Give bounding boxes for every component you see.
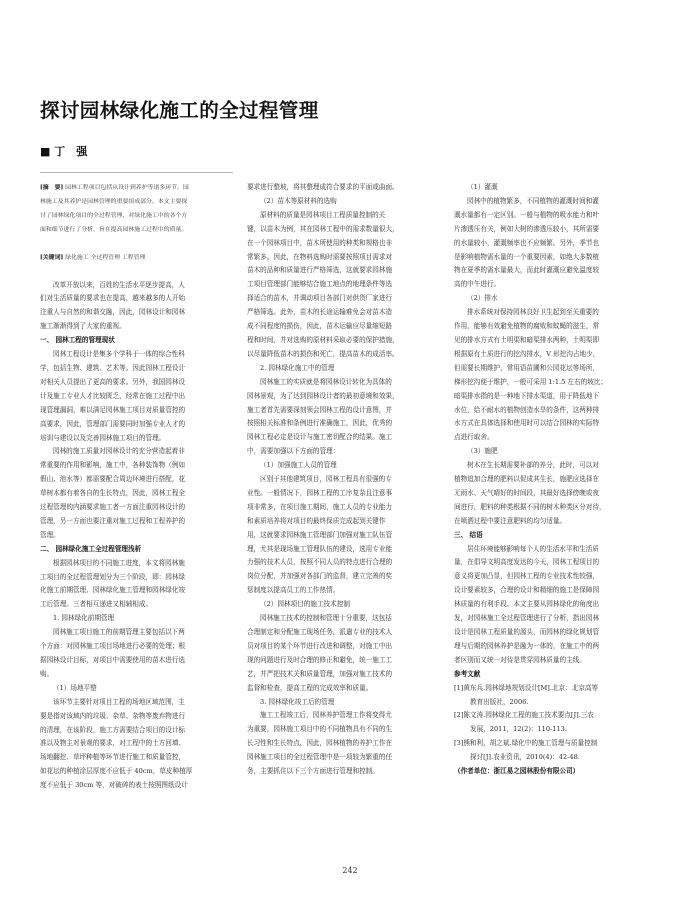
body-line: 严格筛选。此外，苗木的长途运输难免会对苗木造 bbox=[247, 308, 393, 317]
body-line: 溉水量都有一定区别。一般与植物的吸水能力和叶 bbox=[454, 210, 600, 219]
abstract-line: 讨了园林绿化项目的全过程管理，对绿化施工中的各个方 bbox=[40, 212, 188, 219]
column-2 bbox=[247, 181, 440, 779]
body-line: 和素质培养将对项目的最终保质完成起到关键作 bbox=[247, 516, 386, 525]
body-line: 长习性和生长特点，因此，园林植物的养护工作在 bbox=[247, 739, 393, 748]
section-heading: 一、 园林工程的管理现状 bbox=[40, 336, 115, 345]
body-line: 对相关人员提出了更高的要求。另外，我国园林设 bbox=[40, 377, 186, 386]
body-line: 计及施工专业人才比较匮乏，经常在施工过程中出 bbox=[40, 391, 186, 400]
column-1 bbox=[40, 181, 233, 793]
body-line: 培训与建设以及完善园林施工项目的管理。 bbox=[40, 433, 166, 442]
column-2-body bbox=[247, 181, 440, 779]
body-line: 择适合的苗木，并调动项目各部门对供货厂家进行 bbox=[247, 294, 393, 303]
body-line: 草树木都有着各自的生长特点，因此，园林工程全 bbox=[40, 489, 186, 498]
body-line: 工后管理。三者相互递进又相辅相成。 bbox=[40, 600, 153, 609]
abstract-line: 园林工程项目包括从设计到养护等诸多环节，园 bbox=[65, 185, 189, 191]
body-line: 3. 园林绿化竣工后的管理 bbox=[260, 697, 335, 706]
reference-line: 发展，2011，12(2)：110-113. bbox=[470, 725, 567, 734]
body-line: 无雨水、天气晴好的时间段，其最好选择傍晚或夜 bbox=[454, 488, 600, 497]
body-line: 按照相关标准和条例进行准确施工，因此，优秀的 bbox=[247, 419, 393, 428]
section-heading: 二、 园林绿化施工全过程管理浅析 bbox=[40, 544, 142, 553]
body-line: 根据园林项目的不同施工进度，本文将园林施 bbox=[53, 558, 185, 567]
body-line: 原材料的质量是园林项目工程质量控制的关 bbox=[260, 210, 386, 219]
body-line: 据园林设计目标，对项目中需要使用的苗木进行选 bbox=[40, 656, 186, 664]
reference-line: [2]陈文涛.园林绿化工程的施工技术要点[J].三农 bbox=[454, 711, 595, 720]
abstract bbox=[40, 181, 233, 238]
body-line: 现的问题进行及时合理的修正和避免，统一施工工 bbox=[247, 655, 393, 664]
column-3-body bbox=[454, 181, 660, 765]
body-line: 是影响植物需水量的一个重要因素，如绝大多数植 bbox=[454, 252, 600, 261]
body-line: 物在夏季的需水量最大，而此时灌溉应避免温度较 bbox=[454, 266, 600, 275]
body-line: 居住环境能够影响每个人的生活水平和生活质 bbox=[467, 544, 599, 553]
body-line: 理，尤其是现场施工管理队伍的建设，选用专业能 bbox=[247, 544, 393, 553]
body-line: （3）施肥 bbox=[467, 447, 498, 456]
article-title: 探讨园林绿化施工的全过程管理 bbox=[40, 99, 319, 122]
body-line: 园林工程设计是集多个学科于一体的综合性科 bbox=[53, 350, 185, 359]
abstract-divider-left bbox=[40, 172, 233, 173]
body-line: 化施工前期管理、园林绿化施工管理和园林绿化竣 bbox=[40, 586, 186, 595]
body-line: 程和时间，并对选购的原材料采取必要的保护措施， bbox=[247, 335, 399, 344]
body-line: 施工者首先需要深刻领会园林工程的设计意图，并 bbox=[247, 405, 393, 414]
body-line: 园林中的植物繁多，不同植物的灌溉时间和灌 bbox=[467, 196, 599, 205]
body-line: 园林施工项目的全过程管理中是一项较为繁重的任 bbox=[247, 753, 393, 762]
body-line: 园林施工技术的控制和管理十分重要，这包括 bbox=[260, 614, 392, 623]
body-line: 注重人与自然的和谐交融，因此，园林设计和园林 bbox=[40, 308, 186, 317]
body-line: 高要求，因此，管理部门需要同时加强专业人才的 bbox=[40, 419, 186, 428]
body-line: 要求进行整坡，将其整理成符合要求的平面或曲面。 bbox=[247, 183, 399, 191]
body-line: 过程管理的内涵要求施工者一方面注重园林设计的 bbox=[40, 503, 186, 512]
section-heading: 三、 结语 bbox=[454, 530, 483, 539]
section-heading: 参考文献 bbox=[454, 669, 481, 678]
body-line: 设计是园林工程质量的源头，而园林的绿化规划管 bbox=[454, 628, 600, 636]
keywords-text: 绿化施工 全过程管理 工程管理 bbox=[65, 254, 146, 261]
body-line: 中，需要加强以下方面的管理： bbox=[247, 447, 340, 456]
body-line: 监督和检查，提高工程的完成效率和质量。 bbox=[247, 683, 373, 692]
body-line: 如花坛的种植涂层厚度不应低于 40cm，草皮种植厚 bbox=[40, 767, 193, 776]
body-line: （2）排水 bbox=[467, 294, 498, 303]
body-line: 见的排水方式有土明渠和暗渠排水两种，土明渠即 bbox=[454, 335, 600, 344]
body-line: 艺，并严把技术关和质量管理，加强对施工技术的 bbox=[247, 669, 393, 678]
body-line: 水位，给不耐水的植物创造水旱的条件，这两种排 bbox=[454, 405, 600, 414]
body-line: 力强的技术人员，按照不同人员的特点进行合理的 bbox=[247, 558, 393, 567]
body-line: 假山、池水等）都需要配合周边环境进行搭配，花 bbox=[40, 475, 186, 484]
body-line: 作用，能够有效避免植物的腐败和蚊蝇的滋生，常 bbox=[454, 322, 600, 331]
body-line: 园林工程必定是设计与施工密切配合的结果。施工 bbox=[247, 433, 393, 442]
body-line: 用，这就要求园林施工管理部门加强对施工队伍管 bbox=[247, 530, 393, 539]
body-line: 成不同程度的损伤，因此，苗木运输应尽量缩短路 bbox=[247, 322, 393, 331]
body-line: 管理，另一方面也要注重对施工过程和工程养护的 bbox=[40, 516, 186, 525]
body-line: 暗渠排水指的是一种地下排水渠道，用于降低地下 bbox=[454, 391, 600, 400]
body-line: 水方式在具体选择和使用时可以结合园林的实际特 bbox=[454, 419, 600, 428]
body-line: 现管理漏洞，难以满足园林施工项目对质量管控的 bbox=[40, 405, 186, 414]
body-line: 树木在生长期需要补部的养分，此时，可以对 bbox=[467, 461, 599, 470]
body-line: 园林施工的实质就是将园林设计转化为具体的 bbox=[260, 377, 392, 386]
body-line: 为重要，园林施工项目中的不同植物具有不同的生 bbox=[247, 725, 393, 734]
body-line: 施工工程竣工后，园林养护管理工作将变得尤 bbox=[260, 711, 392, 720]
body-line: 理与后期的园林养护是融为一体的，在施工中的两 bbox=[454, 641, 600, 650]
body-line: 业性。一般情况下，园林工程的工序复杂且注意事 bbox=[247, 488, 393, 497]
body-line: 该环节主要针对项目工程的场地区域范围，主 bbox=[53, 697, 185, 706]
body-line: 园林施工项目施工的前期管理主要包括以下两 bbox=[53, 628, 185, 637]
body-line: 们对生活质量的要求也在提高，越来越多的人开始 bbox=[40, 294, 186, 303]
abstract-line: 林施工及其养护是园林管理的重要组成部分。本文主要探 bbox=[40, 198, 188, 205]
keywords bbox=[40, 251, 233, 266]
body-line: （2）苗木等原材料的选购 bbox=[260, 196, 337, 205]
body-line: 合理制定和分配施工现场任务，派遣专业的技术人 bbox=[247, 628, 393, 636]
body-line: 键，以苗木为例，其在园林工程中的需求数量很大， bbox=[247, 224, 399, 233]
body-line: （1）加强施工人员的管理 bbox=[260, 461, 337, 470]
body-line: 意义将更加凸显，但园林工程的专业技术性较强， bbox=[454, 572, 600, 581]
body-line: 惩制度以提高员工的工作热情。 bbox=[247, 586, 340, 595]
body-line: 施工渐渐得到了大家的重视。 bbox=[40, 322, 126, 331]
body-line: 发，对园林施工全过程管理进行了分析，指出园林 bbox=[454, 614, 600, 623]
body-line: 学，包括生物、建筑、艺术等。因此园林工程设计 bbox=[40, 363, 186, 372]
body-line: 园林的施工质量对园林设计的充分营造起着非 bbox=[53, 447, 185, 456]
body-line: 的水量较小，灌溉频率也不应频繁。另外，季节也 bbox=[454, 238, 600, 247]
body-line: 但需要长期维护，常用语苗圃和公园花坛等场所， bbox=[454, 363, 600, 372]
column-1-body bbox=[40, 279, 233, 794]
body-line: 者区别而又统一对待是贯穿园林质量的主线。 bbox=[454, 655, 586, 664]
body-line: 岗位分配，并加强对各部门的监督，建立完善的奖 bbox=[247, 572, 393, 581]
abstract-line: 面和细节进行了分析，旨在提高园林施工过程中的质量。 bbox=[40, 226, 188, 233]
body-line: 区别于其他建筑项目，园林工程具有很强的专 bbox=[260, 475, 392, 484]
body-line: 片渗透压有关，例如大树的渗透压较小，其所需要 bbox=[454, 224, 600, 233]
keywords-label: [关键词] bbox=[40, 253, 64, 261]
body-line: 苗木的品种和质量进行严格筛选，这就要求园林施 bbox=[247, 266, 393, 275]
body-line: 务，主要抓住以下三个方面进行管理和控制。 bbox=[247, 767, 379, 776]
author-line bbox=[40, 143, 87, 159]
body-line: 梯形挖沟便于维护，一般可采用 1:1.5 左右的坡比； bbox=[454, 377, 607, 386]
body-line: 项非常多，在项目施工期间，施工人员的专业能力 bbox=[247, 502, 393, 511]
body-line: 工项目管理部门能够结合施工地点的地理条件等选 bbox=[247, 280, 393, 289]
body-line: 常重要的作用和影响，施工中，各种装饰物（例如 bbox=[40, 461, 186, 470]
body-line: 量，在倡导文明高度发达的今天，园林工程项目的 bbox=[454, 558, 600, 567]
body-line: 高的中午进行。 bbox=[454, 280, 501, 289]
body-line: 改革开放以来，百姓的生活水平逐步提高，人 bbox=[53, 280, 185, 289]
body-line: 管理。 bbox=[40, 530, 60, 539]
body-line: 点进行取舍。 bbox=[454, 433, 494, 442]
body-line: 场地翻挖、草坪种植等环节进行施工和质量管控， bbox=[40, 753, 186, 762]
column-3 bbox=[454, 181, 660, 779]
author-name: 丁 强 bbox=[54, 145, 88, 158]
body-line: 1. 园林绿化前期管理 bbox=[53, 614, 115, 623]
reference-line: 探讨[J].农业资讯，2010(4)：42-48. bbox=[470, 753, 580, 762]
body-line: 园林景观，为了达到园林设计者的最初意境和效果， bbox=[247, 391, 399, 400]
body-line: 要是指对该域内的垃圾、杂草、杂物等废弃物进行 bbox=[40, 711, 186, 720]
body-line: 工项目的全过程管理划分为三个阶段，即：园林绿 bbox=[40, 572, 186, 581]
body-line: 在喷洒过程中要注意肥料的均匀适量。 bbox=[454, 516, 567, 525]
page-number: 242 bbox=[342, 866, 358, 875]
body-line: 常繁多。因此，在物料选购时需要按照项目需求对 bbox=[247, 252, 393, 261]
abstract-label: [摘 要] bbox=[40, 184, 64, 191]
author-unit: （作者单位：浙江易之园林股份有限公司） bbox=[454, 767, 580, 776]
body-line: 植物追加合理的肥料以促成其生长，施肥应选择在 bbox=[454, 475, 600, 484]
body-line: 排水系统对保持园林良好卫生起到至关重要的 bbox=[467, 308, 599, 317]
reference-line: [1]黄东兵.园林绿地规划设计[M].北京：北京高等 bbox=[454, 683, 599, 692]
body-line: 以尽量降低苗木的损伤和死亡，提高苗木的成活率。 bbox=[247, 349, 399, 358]
body-line: 度不应低于 30cm 等，对破碎的表土按照图纸设计 bbox=[40, 781, 188, 790]
body-line: （1）场地平整 bbox=[53, 683, 97, 692]
body-line: 根据原有土质进行的挖沟排水，V 形挖沟占地少， bbox=[454, 349, 600, 358]
body-line: （1）灌溉 bbox=[467, 183, 498, 191]
body-line: 员对项目的某个环节进行改进和调整，对施工中出 bbox=[247, 641, 393, 650]
body-line: 的清理，在该阶段，施工方需要结合项目的设计标 bbox=[40, 725, 186, 734]
author-marker: ■ bbox=[40, 145, 51, 158]
body-line: 间进行，肥料的种类根据不同的树木种类区分对待， bbox=[454, 502, 606, 511]
reference-line: [3]熊和利，胡之斌.绿化中的施工管理与质量控制 bbox=[454, 739, 598, 748]
body-line: 购。 bbox=[40, 669, 54, 678]
body-line: 在一个园林项目中，苗木所使用的种类和规格也非 bbox=[247, 238, 393, 247]
body-line: 2. 园林绿化施工中的管理 bbox=[260, 363, 335, 372]
body-line: 林质量的有利手段。本文主要从园林绿化的角度出 bbox=[454, 600, 600, 609]
body-line: 准以及物主对景观的要求，对工程中的土方回填、 bbox=[40, 739, 186, 748]
body-line: 个方面：对园林施工项目场地进行必要的处理；根 bbox=[40, 642, 186, 651]
body-line: 设计要素较多，合理的设计和精细的施工是保障园 bbox=[454, 586, 600, 595]
body-line: （2）园林项目的施工技术控制 bbox=[260, 600, 350, 609]
reference-line: 教育出版社，2006. bbox=[470, 697, 529, 706]
